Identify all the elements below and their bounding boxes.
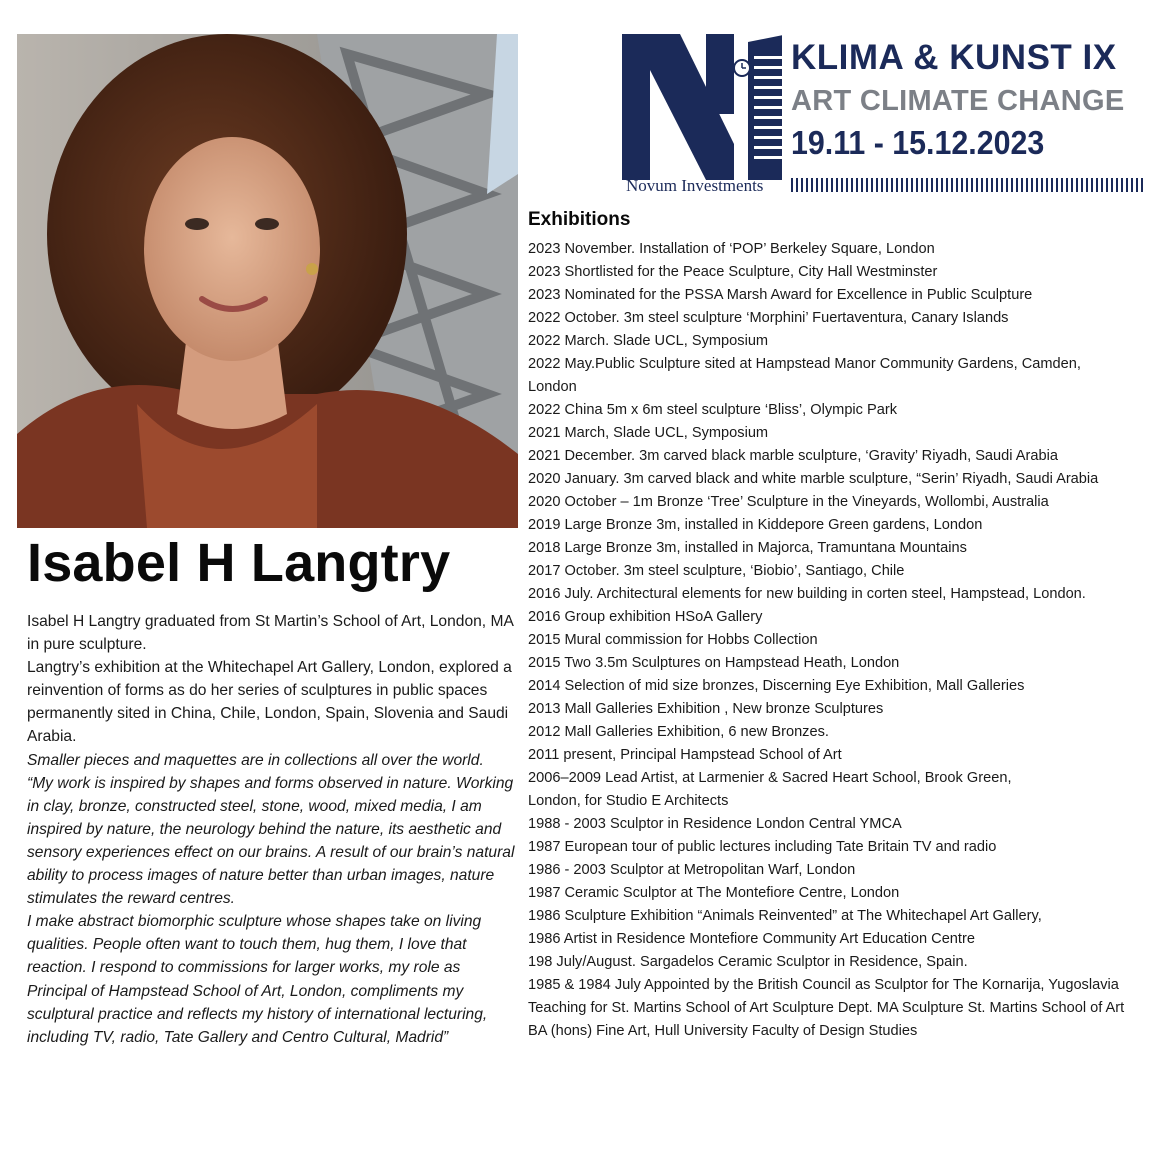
exhibition-item: 1986 - 2003 Sculptor at Metropolitan Warf, London xyxy=(528,862,856,878)
exhibition-item: 2014 Selection of mid size bronzes, Discerning Eye Exhibition, Mall Galleries xyxy=(528,678,1025,694)
exhibitions-heading: Exhibitions xyxy=(528,209,631,230)
exhibition-item: 2015 Two 3.5m Sculptures on Hampstead Heath, London xyxy=(528,655,900,671)
novum-n-logo-icon xyxy=(622,34,782,180)
bio-paragraph: Smaller pieces and maquettes are in collections all over the world. xyxy=(27,751,484,769)
exhibition-item: 1985 & 1984 July Appointed by the British Council as Sculptor for The Kornarija, Yugoslavia xyxy=(528,977,1119,993)
exhibition-item: 2006–2009 Lead Artist, at Larmenier & Sacred Heart School, Brook Green, London, for Studio E Architects xyxy=(528,770,1012,809)
exhibition-item: 2022 China 5m x 6m steel sculpture ‘Bliss’, Olympic Park xyxy=(528,402,898,418)
exhibition-item: 2012 Mall Galleries Exhibition, 6 new Bronzes. xyxy=(528,724,829,740)
artist-bio xyxy=(27,610,517,1049)
exhibition-item: 2023 Shortlisted for the Peace Sculpture, City Hall Westminster xyxy=(528,264,938,280)
exhibition-item: 2023 Nominated for the PSSA Marsh Award for Excellence in Public Sculpture xyxy=(528,287,1033,303)
logo-title-line1: KLIMA & KUNST IX xyxy=(791,38,1117,77)
exhibition-item: 1987 European tour of public lectures including Tate Britain TV and radio xyxy=(528,839,997,855)
exhibition-item: 2016 Group exhibition HSoA Gallery xyxy=(528,609,763,625)
logo-dates: 19.11 - 15.12.2023 xyxy=(791,124,1045,161)
event-logo xyxy=(614,32,1152,200)
bio-quote: I make abstract biomorphic sculpture whose shapes take on living qualities. People often want to touch them, hug them, I love that reaction. I respond to commissions for larger works, my role as Principal of Hampstead School of Art, London, compliments my sculptural practice and reflects my history of international lecturing, including TV, radio, Tate Gallery and Centro Cultural, Madrid” xyxy=(27,913,488,1046)
exhibition-item: 2020 October – 1m Bronze ‘Tree’ Sculpture in the Vineyards, Wollombi, Australia xyxy=(528,494,1049,510)
exhibition-item: 2022 October. 3m steel sculpture ‘Morphini’ Fuertaventura, Canary Islands xyxy=(528,310,1009,326)
bio-quote: “My work is inspired by shapes and forms observed in nature. Working in clay, bronze, constructed steel, stone, wood, mixed media, I am inspired by nature, the neurology behind the nature, its aesthetic and sensory experiences effect on our brains. A result of our brain’s natural ability to process images of nature better than urban images, nature stimulates the reward centres. xyxy=(27,774,515,908)
exhibition-item: 2016 July. Architectural elements for new building in corten steel, Hampstead, London. xyxy=(528,586,1086,602)
artist-name-heading: Isabel H Langtry xyxy=(27,533,451,593)
bio-paragraph: Isabel H Langtry graduated from St Martin’s School of Art, London, MA in pure sculpture. xyxy=(27,613,513,654)
exhibition-item: Teaching for St. Martins School of Art Sculpture Dept. MA Sculpture St. Martins School of Art xyxy=(528,1000,1125,1016)
bio-paragraph: Langtry’s exhibition at the Whitechapel Art Gallery, London, explored a reinvention of forms as do her series of sculptures in public spaces permanently sited in China, Chile, London, Spain, Slovenia and Saudi Arabia. xyxy=(27,659,512,746)
exhibition-item: 1987 Ceramic Sculptor at The Montefiore Centre, London xyxy=(528,885,900,901)
exhibitions-list xyxy=(528,238,1128,1043)
artist-portrait-photo xyxy=(17,34,518,528)
exhibition-item: 2019 Large Bronze 3m, installed in Kiddepore Green gardens, London xyxy=(528,517,983,533)
exhibition-item: 2017 October. 3m steel sculpture, ‘Biobio’, Santiago, Chile xyxy=(528,563,905,579)
exhibition-item: 2021 March, Slade UCL, Symposium xyxy=(528,425,769,441)
exhibition-item: BA (hons) Fine Art, Hull University Faculty of Design Studies xyxy=(528,1023,918,1039)
exhibition-item: 2018 Large Bronze 3m, installed in Majorca, Tramuntana Mountains xyxy=(528,540,967,556)
exhibition-item: 1986 Artist in Residence Montefiore Community Art Education Centre xyxy=(528,931,975,947)
logo-brand-name: Novum Investments xyxy=(626,176,764,195)
exhibition-item: 2011 present, Principal Hampstead School of Art xyxy=(528,747,842,763)
barcode-decoration xyxy=(791,178,1143,192)
exhibition-item: 2021 December. 3m carved black marble sculpture, ‘Gravity’ Riyadh, Saudi Arabia xyxy=(528,448,1058,464)
exhibition-item: 2015 Mural commission for Hobbs Collection xyxy=(528,632,818,648)
exhibition-item: 2020 January. 3m carved black and white marble sculpture, “Serin’ Riyadh, Saudi Arabia xyxy=(528,471,1099,487)
exhibition-item: 2022 May.Public Sculpture sited at Hampstead Manor Community Gardens, Camden, London xyxy=(528,356,1081,395)
exhibition-item: 2013 Mall Galleries Exhibition , New bronze Sculptures xyxy=(528,701,884,717)
exhibition-item: 1986 Sculpture Exhibition “Animals Reinvented” at The Whitechapel Art Gallery, xyxy=(528,908,1042,924)
exhibition-item: 2023 November. Installation of ‘POP’ Berkeley Square, London xyxy=(528,241,935,257)
exhibition-item: 198 July/August. Sargadelos Ceramic Sculptor in Residence, Spain. xyxy=(528,954,968,970)
exhibition-item: 2022 March. Slade UCL, Symposium xyxy=(528,333,769,349)
exhibition-item: 1988 - 2003 Sculptor in Residence London Central YMCA xyxy=(528,816,902,832)
logo-title-line2: ART CLIMATE CHANGE xyxy=(791,85,1125,117)
